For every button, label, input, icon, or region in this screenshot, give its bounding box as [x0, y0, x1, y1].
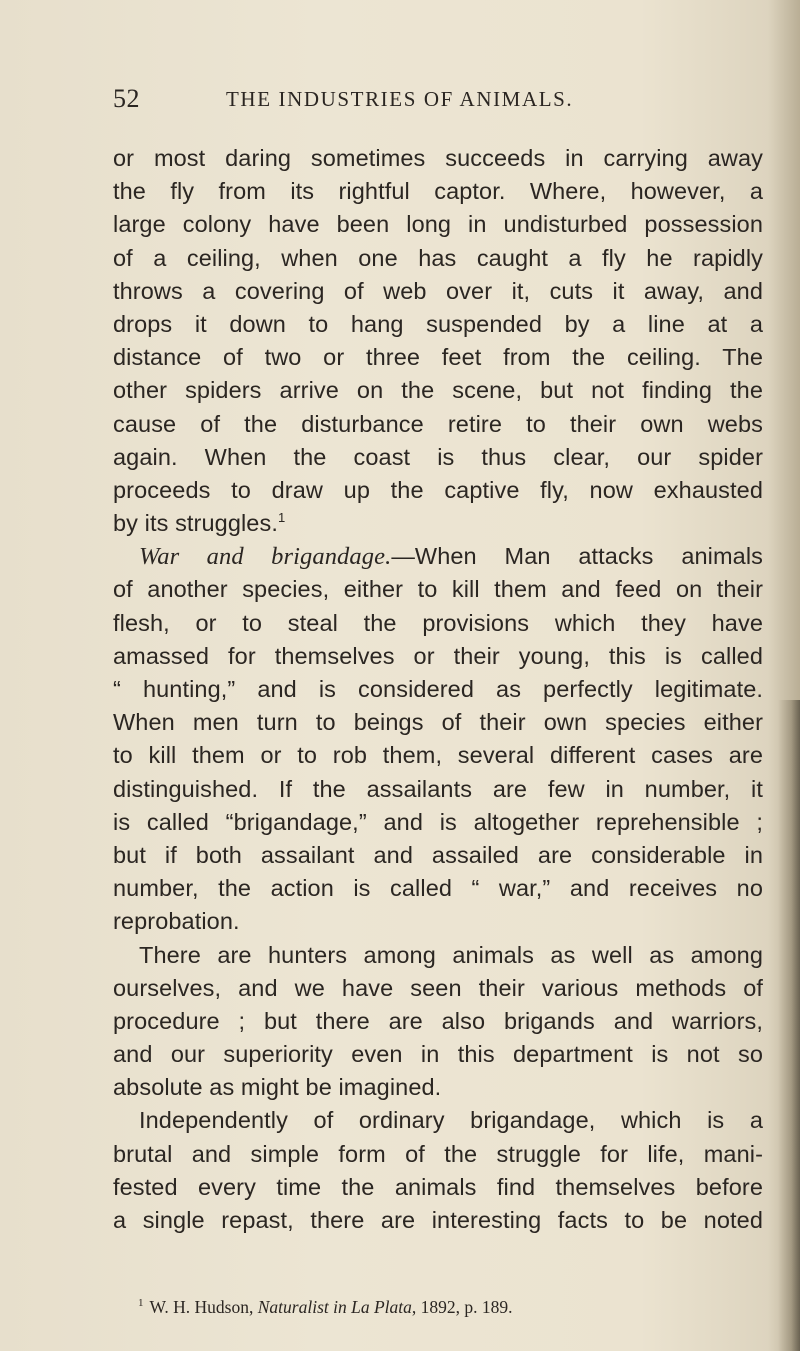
- section-heading-rest: —When Man attacks animals: [391, 543, 763, 570]
- text-line: fested every time the animals find themselves before: [113, 1173, 763, 1200]
- page-edge-shadow: [778, 700, 800, 1351]
- text-line: or most daring sometimes succeeds in carrying away: [113, 145, 763, 171]
- text-line: other spiders arrive on the scene, but not finding the: [113, 377, 763, 404]
- text-line: flesh, or to steal the provisions which they have: [113, 609, 763, 636]
- text-line: the fly from its rightful captor. Where, however, a: [113, 178, 763, 205]
- text-line: a single repast, there are interesting facts to be noted: [113, 1207, 763, 1233]
- text-line: large colony have been long in undisturbed possession: [113, 211, 763, 238]
- text-line: and our superiority even in this department is not so: [113, 1041, 763, 1068]
- text-line: brutal and simple form of the struggle for life, mani-: [113, 1140, 763, 1167]
- text-line: is called “brigandage,” and is altogether reprehensible ;: [113, 808, 763, 835]
- footnote-reference: 1: [277, 510, 286, 526]
- text-line: of a ceiling, when one has caught a fly he rapidly: [113, 244, 763, 271]
- text-line: reprobation.: [113, 908, 240, 935]
- text-line: [113, 507, 763, 540]
- footnote-rest: , 1892, p. 189.: [411, 1297, 513, 1317]
- body-text: [113, 142, 763, 1237]
- text-line: amassed for themselves or their young, this is called: [113, 642, 763, 669]
- text-line: cause of the disturbance retire to their own webs: [113, 410, 763, 437]
- text-line: of another species, either to kill them and feed on their: [113, 576, 763, 603]
- text-line: throws a covering of web over it, cuts it away, and: [113, 277, 763, 304]
- footnote-title: Naturalist in La Plata: [257, 1297, 412, 1317]
- text-line: proceeds to draw up the captive fly, now exhausted: [113, 476, 763, 503]
- text-line: absolute as might be imagined.: [113, 1074, 442, 1101]
- footnote: [138, 1297, 758, 1318]
- text-line: “ hunting,” and is considered as perfectly legitimate.: [113, 676, 763, 702]
- paragraph-first-line: Independently of ordinary brigandage, which is a: [139, 1107, 763, 1134]
- text-line: distance of two or three feet from the ceiling. The: [113, 344, 763, 371]
- text-line: number, the action is called “ war,” and receives no: [113, 875, 763, 902]
- section-heading-line: [113, 540, 763, 573]
- footnote-mark: 1: [138, 1297, 144, 1309]
- line-text: by its struggles.: [113, 510, 278, 537]
- text-line: When men turn to beings of their own species either: [113, 709, 763, 736]
- text-line: drops it down to hang suspended by a line at a: [113, 310, 763, 337]
- text-line: but if both assailant and assailed are considerable in: [113, 841, 763, 868]
- text-line: procedure ; but there are also brigands and warriors,: [113, 1007, 763, 1034]
- footnote-author: W. H. Hudson,: [149, 1297, 258, 1317]
- page-header: [113, 84, 763, 118]
- text-line: to kill them or to rob them, several different cases are: [113, 742, 763, 769]
- text-line: ourselves, and we have seen their various methods of: [113, 974, 763, 1001]
- page-number: 52: [113, 84, 140, 113]
- section-heading: War and brigandage.: [139, 543, 392, 571]
- paragraph-first-line: There are hunters among animals as well as among: [139, 941, 763, 968]
- text-line: distinguished. If the assailants are few in number, it: [113, 775, 763, 802]
- running-head: THE INDUSTRIES OF ANIMALS.: [226, 87, 574, 111]
- text-line: again. When the coast is thus clear, our spider: [113, 443, 763, 470]
